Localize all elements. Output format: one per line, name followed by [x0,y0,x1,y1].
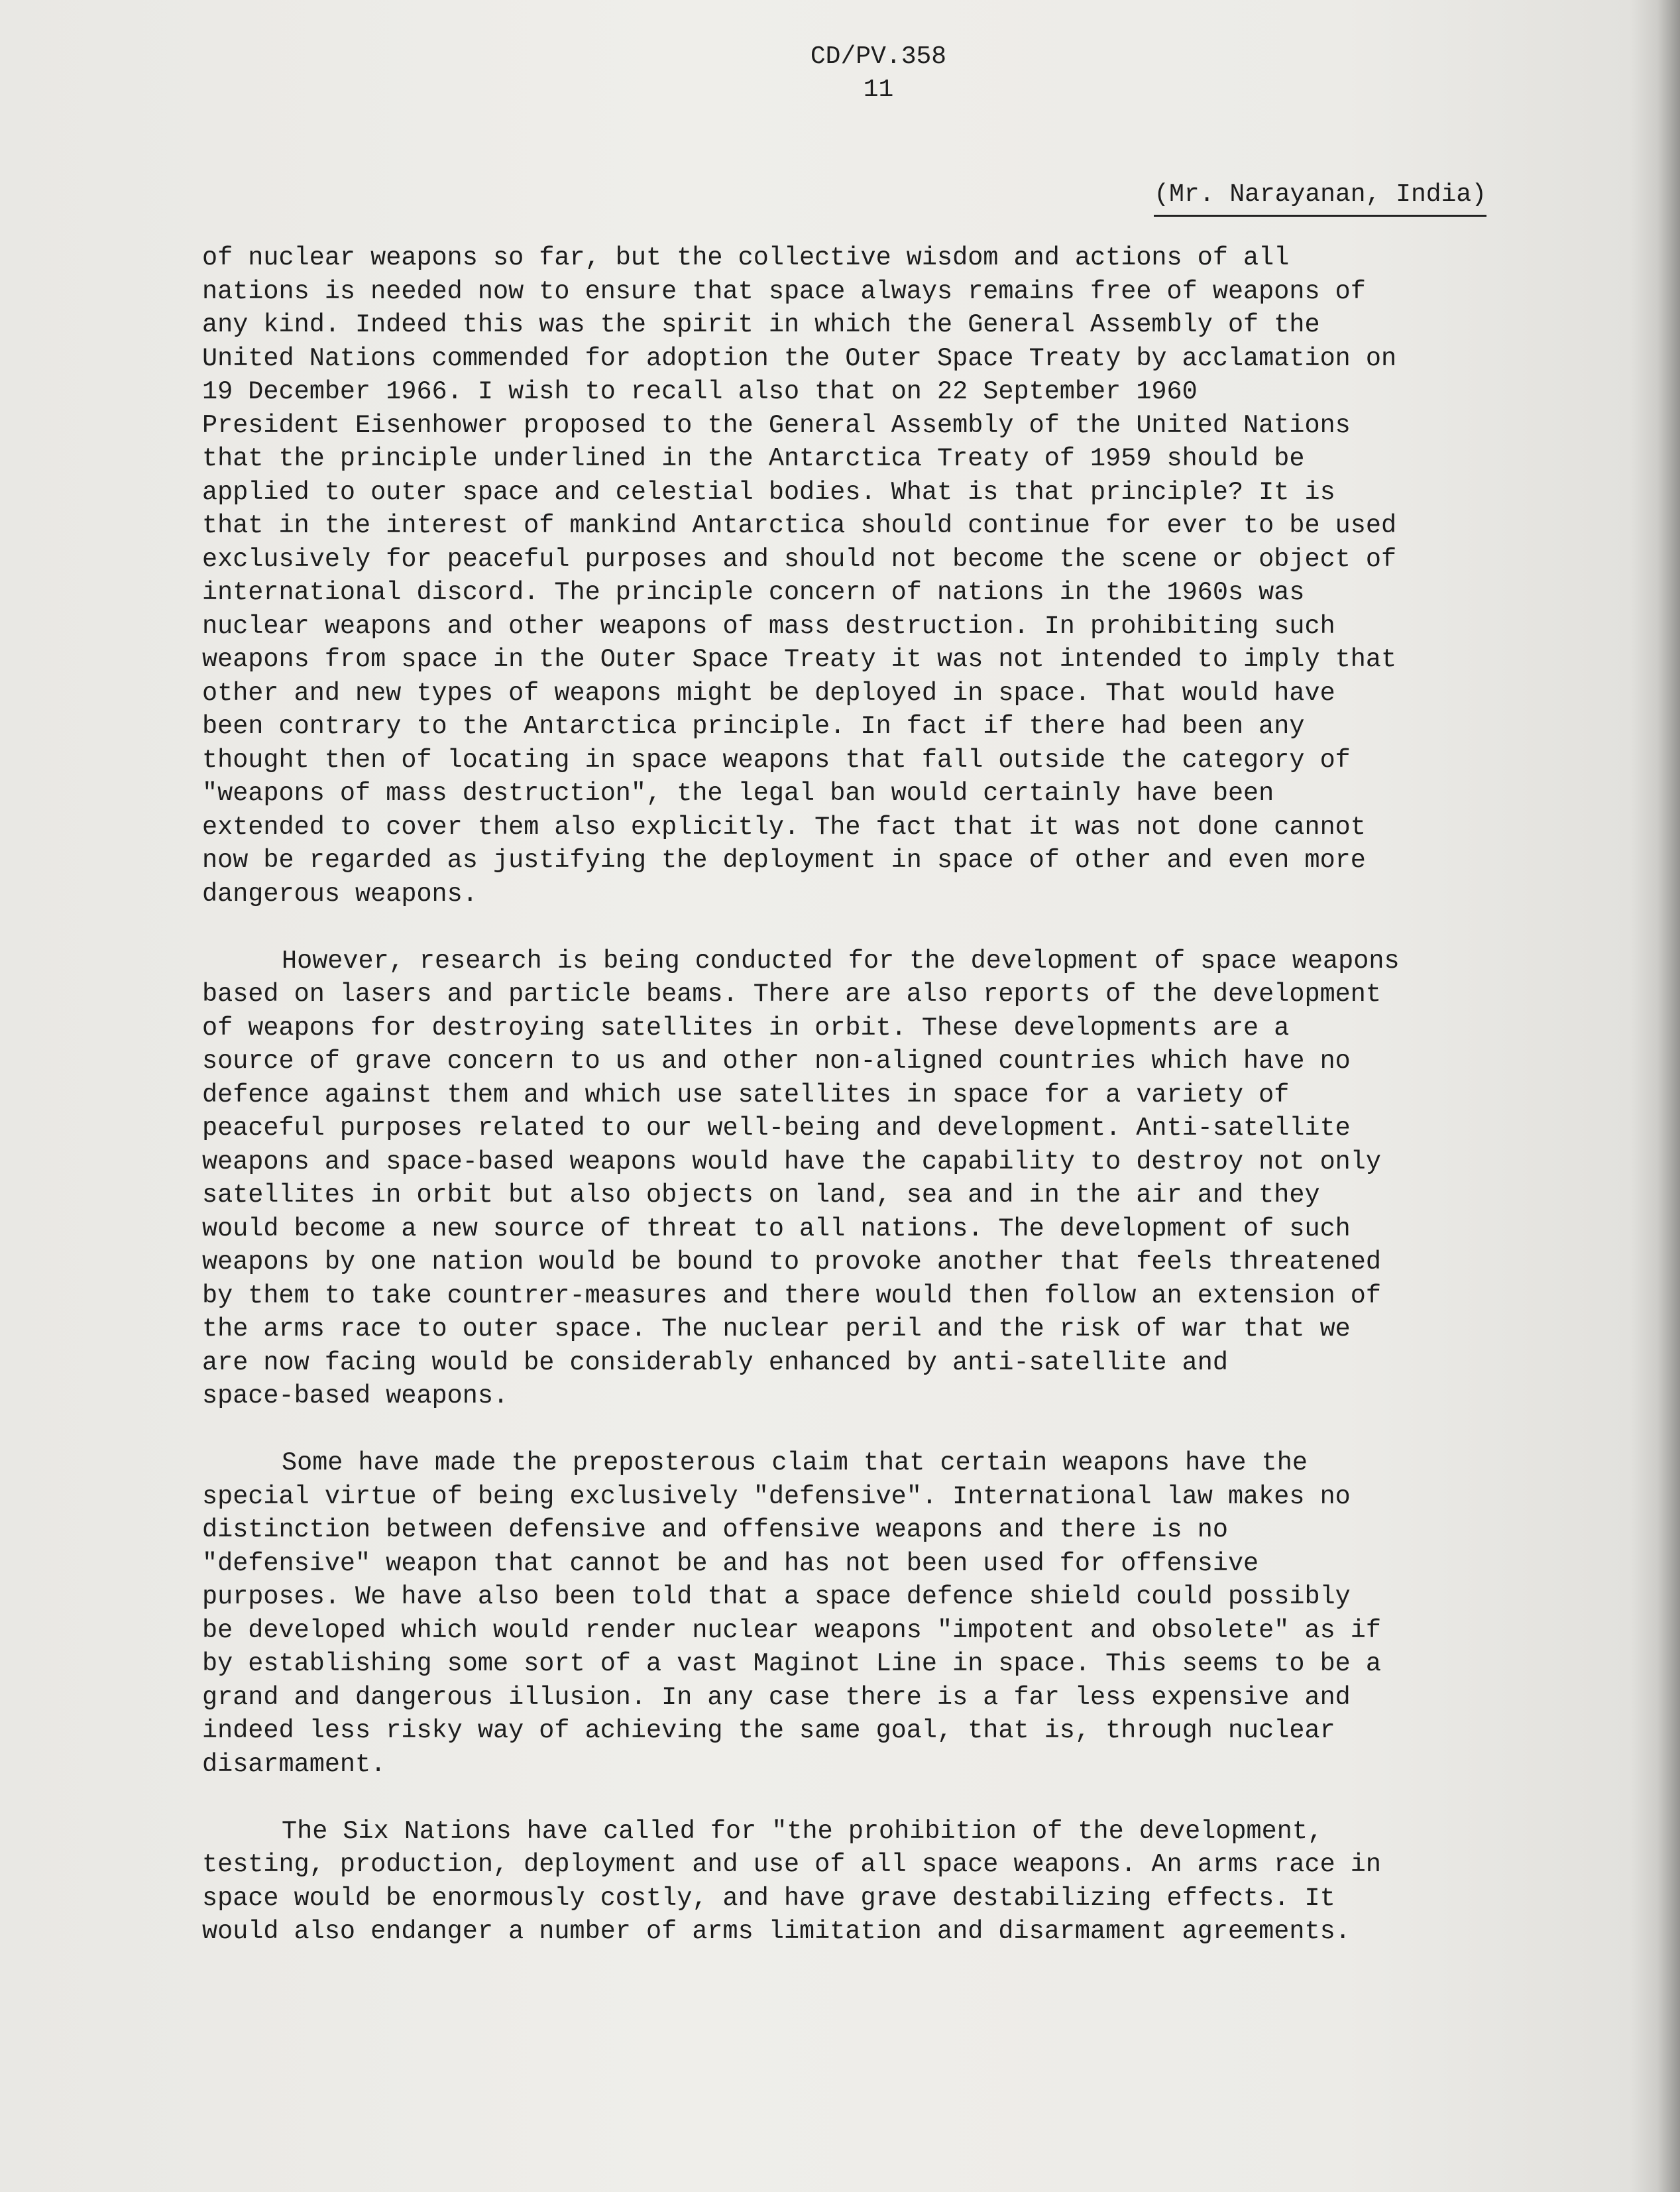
document-symbol: CD/PV.358 [810,42,947,71]
page-number: 11 [863,76,894,104]
speaker-attribution: (Mr. Narayanan, India) [1154,179,1486,217]
paragraph-4: The Six Nations have called for "the prohibition of the development, testing, production, deployment and use of all space weapons. An arms race in space would be enormously costly, and have grave destabilizing effects. It would also endanger a number of arms limitation and disarmament agreements. [202,1816,1381,1946]
paragraph-2: However, research is being conducted for the development of space weapons based on lasers and particle beams. There are also reports of the development of weapons for destroying satellites in orbit. These developments are a source of grave concern to us and other non-aligned countries which have no defence against them and which use satellites in space for a variety of peaceful purposes related to our well-being and development. Anti-satellite weapons and space-based weapons would have the capability to destroy not only satellites in orbit but also objects on land, sea and in the air and they would become a new source of threat to all nations. The development of such weapons by one nation would be bound to provoke another that feels threatened by them to take countrer-measures and there would then follow an extension of the arms race to outer space. The nuclear peril and the risk of war that we are now facing would be considerably enhanced by anti-satellite and space-based weapons. [202,946,1400,1411]
document-body [202,241,1528,1982]
paragraph-1: of nuclear weapons so far, but the collective wisdom and actions of all nations is needed now to ensure that space always remains free of weapons of any kind. Indeed this was the spirit in which the General Assembly of the United Nations commended for adoption the Outer Space Treaty by acclamation on 19 December 1966. I wish to recall also that on 22 September 1960 President Eisenhower proposed to the General Assembly of the United Nations that the principle underlined in the Antarctica Treaty of 1959 should be applied to outer space and celestial bodies. What is that principle? It is that in the interest of mankind Antarctica should continue for ever to be used exclusively for peaceful purposes and should not become the scene or object of international discord. The principle concern of nations in the 1960s was nuclear weapons and other weapons of mass destruction. In prohibiting such weapons from space in the Outer Space Treaty it was not intended to imply that other and new types of weapons might be deployed in space. That would have been contrary to the Antarctica principle. In fact if there had been any thought then of locating in space weapons that fall outside the category of "weapons of mass destruction", the legal ban would certainly have been extended to cover them also explicitly. The fact that it was not done cannot now be regarded as justifying the deployment in space of other and even more dangerous weapons. [202,243,1397,909]
paragraph-3: Some have made the preposterous claim that certain weapons have the special virtue of being exclusively "defensive". International law makes no distinction between defensive and offensive weapons and there is no "defensive" weapon that cannot be and has not been used for offensive purposes. We have also been told that a space defence shield could possibly be developed which would render nuclear weapons "impotent and obsolete" as if by establishing some sort of a vast Maginot Line in space. This seems to be a grand and dangerous illusion. In any case there is a far less expensive and indeed less risky way of achieving the same goal, that is, through nuclear disarmament. [202,1448,1381,1779]
page-edge-shadow [1657,0,1680,2192]
